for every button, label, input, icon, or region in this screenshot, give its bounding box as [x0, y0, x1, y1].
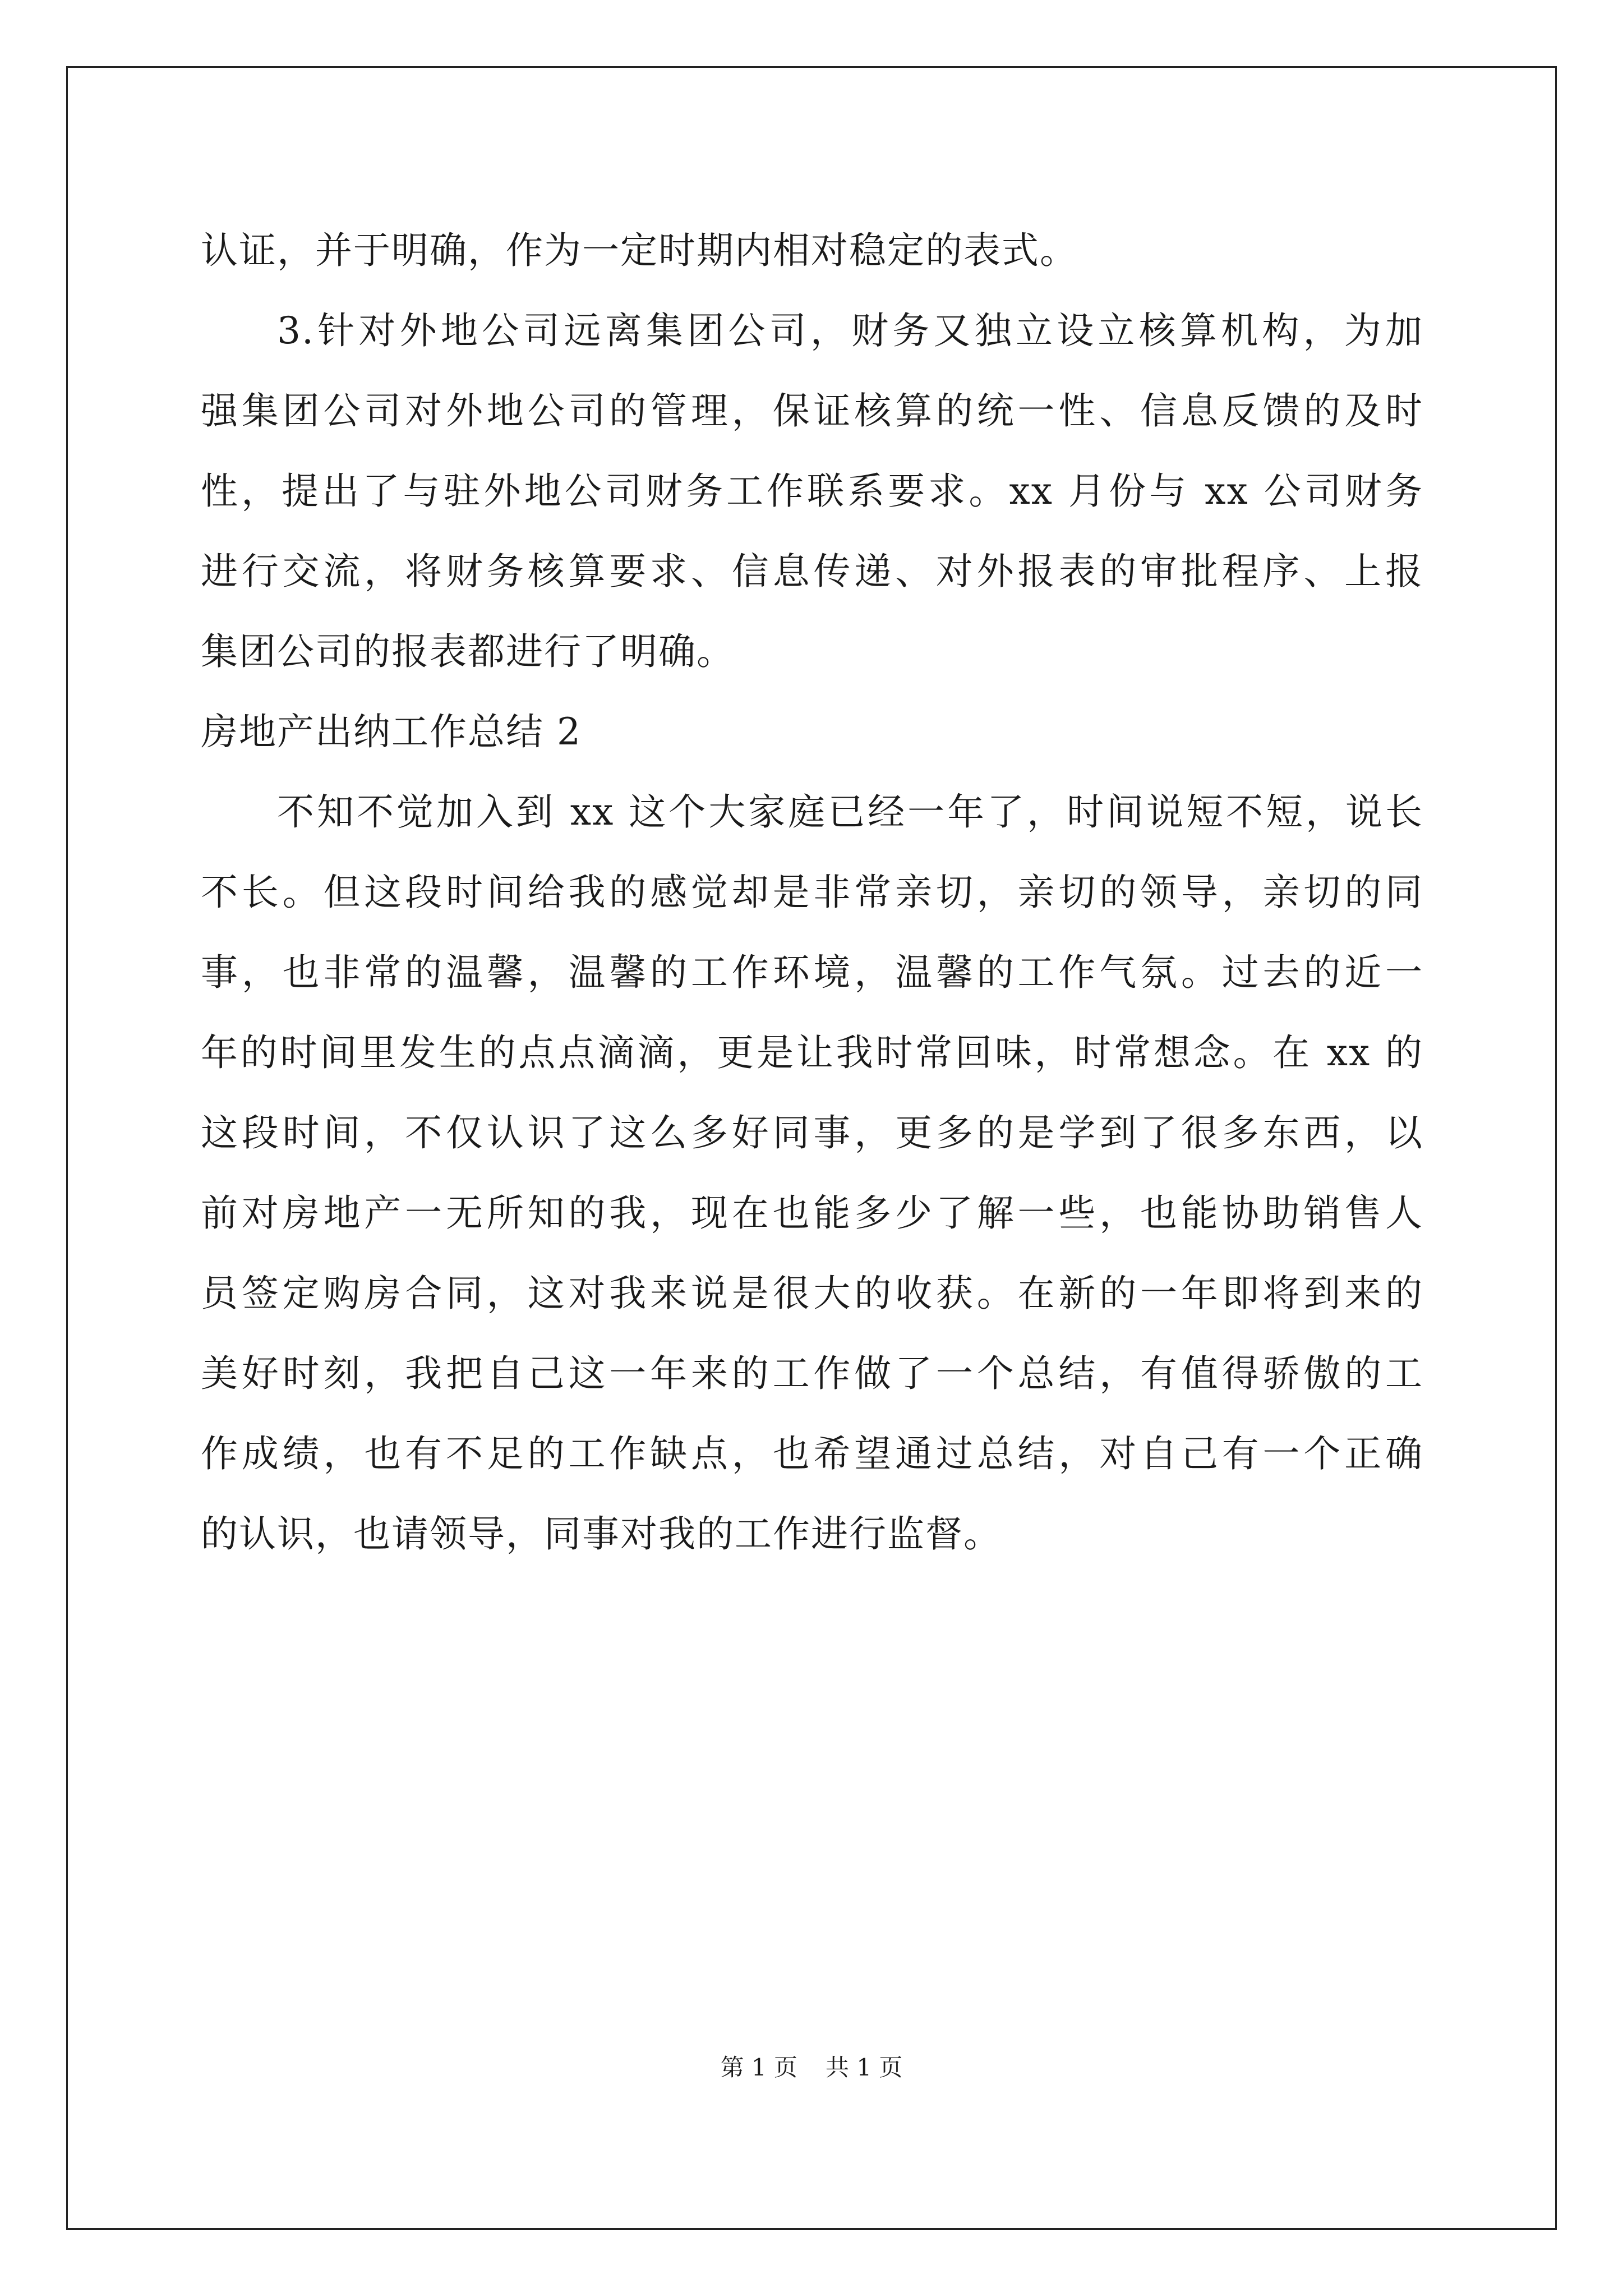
paragraph-2 — [201, 291, 1423, 692]
text-line: 进行交流，将财务核算要求、信息传递、对外报表的审批程序、上报 — [201, 550, 1423, 593]
text-line: 美好时刻，我把自己这一年来的工作做了一个总结，有值得骄傲的工 — [201, 1352, 1423, 1395]
page-number: 第 1 页 — [720, 2054, 797, 2081]
text-line: 这段时间，不仅认识了这么多好同事，更多的是学到了很多东西，以 — [201, 1111, 1423, 1154]
text-line: 作成绩，也有不足的工作缺点，也希望通过总结，对自己有一个正确 — [201, 1432, 1423, 1475]
text-line: 员签定购房合同，这对我来说是很大的收获。在新的一年即将到来的 — [201, 1272, 1423, 1315]
page-footer — [0, 2051, 1623, 2085]
text-line: 性，提出了与驻外地公司财务工作联系要求。xx 月份与 xx 公司财务 — [201, 470, 1423, 513]
text-line: 3.针对外地公司远离集团公司，财务又独立设立核算机构，为加 — [277, 309, 1423, 352]
paragraph-1 — [201, 210, 1423, 291]
text-line: 认证，并于明确，作为一定时期内相对稳定的表式。 — [201, 229, 1078, 272]
text-line: 不长。但这段时间给我的感觉却是非常亲切，亲切的领导，亲切的同 — [201, 871, 1423, 914]
text-line: 年的时间里发生的点点滴滴，更是让我时常回味，时常想念。在 xx 的 — [201, 1031, 1423, 1074]
text-line: 强集团公司对外地公司的管理，保证核算的统一性、信息反馈的及时 — [201, 389, 1423, 432]
paragraph-3 — [201, 772, 1423, 1574]
text-line: 的认识，也请领导，同事对我的工作进行监督。 — [201, 1512, 1002, 1556]
section-heading: 房地产出纳工作总结 2 — [201, 710, 582, 753]
text-line: 不知不觉加入到 xx 这个大家庭已经一年了，时间说短不短，说长 — [277, 790, 1423, 834]
page-total: 共 1 页 — [826, 2054, 903, 2081]
document-body — [201, 210, 1423, 1574]
text-line: 前对房地产一无所知的我，现在也能多少了解一些，也能协助销售人 — [201, 1191, 1423, 1235]
text-line: 集团公司的报表都进行了明确。 — [201, 630, 735, 673]
text-line: 事，也非常的温馨，温馨的工作环境，温馨的工作气氛。过去的近一 — [201, 951, 1423, 994]
